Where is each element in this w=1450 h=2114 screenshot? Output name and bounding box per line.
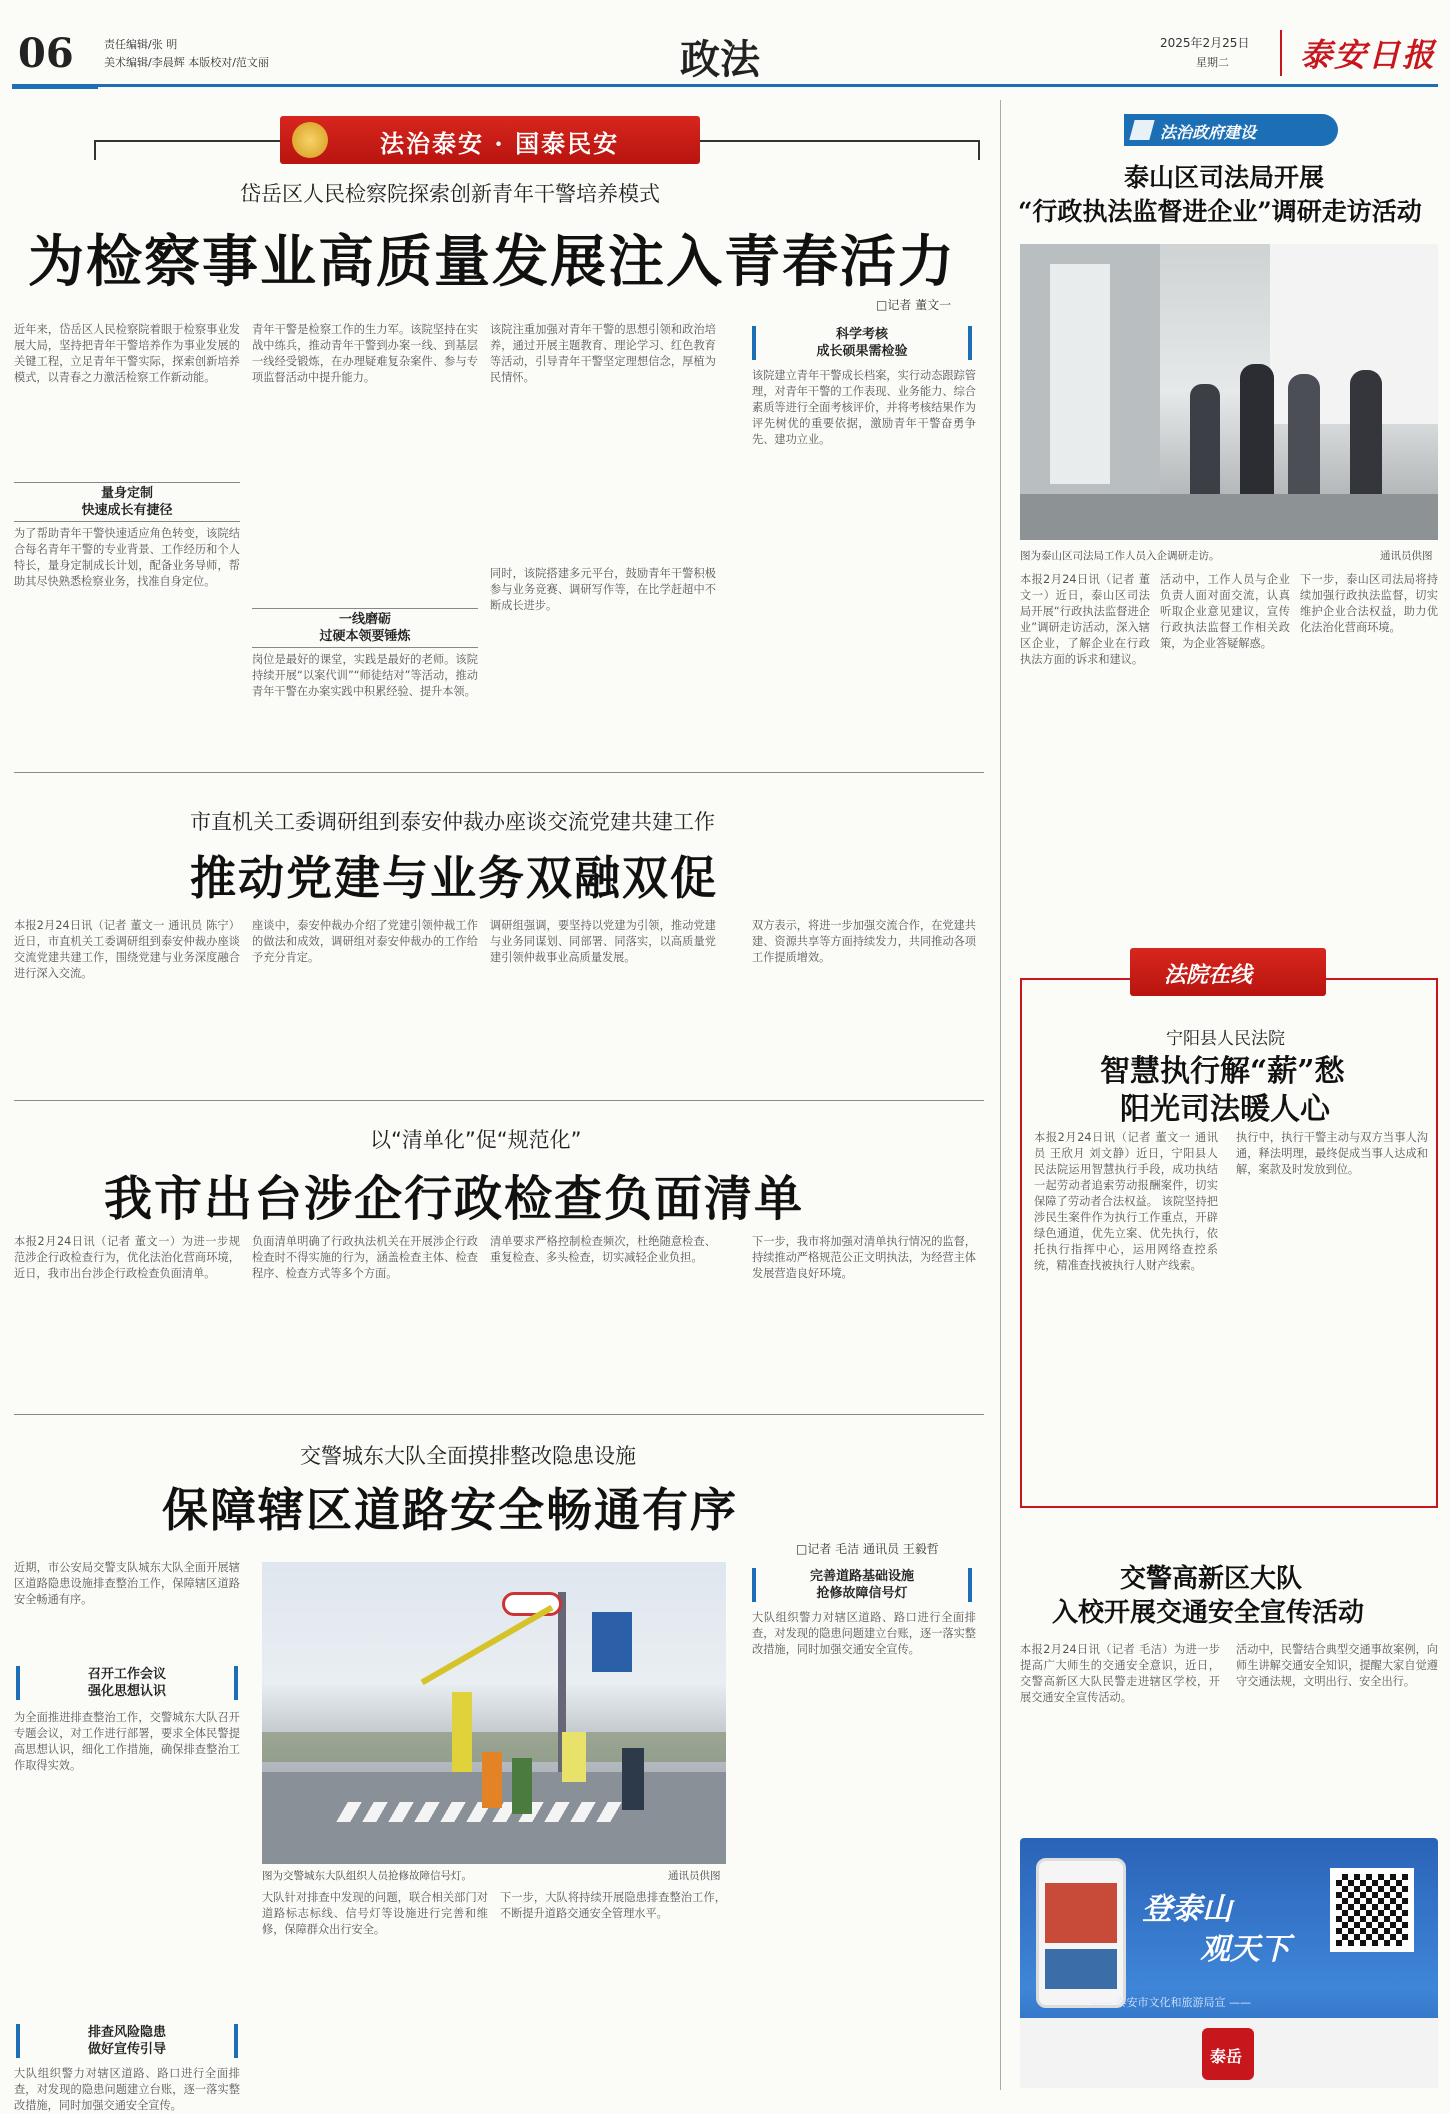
ad-footer-text: 泰岳 [1210,2047,1243,2066]
article-1-col-3b: 同时，该院搭建多元平台，鼓励青年干警积极参与业务竞赛、调研写作等，在比学赶超中不断成长进步。 [490,567,716,612]
issue-weekday: 星期二 [1196,56,1229,69]
court-badge-text: 法院在线 [1164,962,1253,988]
article-4-col-2: 大队针对排查中发现的问题，联合相关部门对道路标志标线、信号灯等设施进行完善和维修，保障群众出行安全。 [262,1891,488,1936]
government-banner [1124,114,1338,146]
judicial-photo-caption: 图为泰山区司法局工作人员入企调研走访。 [1020,550,1220,562]
article-3-col-1: 本报2月24日讯（记者 董文一）为进一步规范涉企行政检查行为，优化法治化营商环境，近日，我市出台涉企行政检查负面清单。 [14,1235,240,1280]
article-7-title-line-1: 交警高新区大队 [1120,1564,1303,1594]
article-3-title: 我市出台涉企行政检查负面清单 [104,1171,805,1227]
article-1-subhead-3: 科学考核 成长硕果需检验 [752,326,972,360]
article-4-subhead-3: 完善道路基础设施 抢修故障信号灯 [752,1568,972,1602]
emblem-icon [292,122,328,158]
article-1-kicker: 岱岳区人民检察院探索创新青年干警培养模式 [240,182,660,206]
government-banner-text: 法治政府建设 [1160,123,1257,142]
article-5-col-1: 本报2月24日讯（记者 董文一）近日，泰山区司法局开展“行政执法监督进企业”调研走访活动，深入辖区企业，了解企业在行政执法方面的诉求和建议。 [1020,573,1150,666]
ad-slogan-2: 观天下 [1200,1932,1290,1967]
article-1-col-1: 近年来，岱岳区人民检察院着眼于检察事业发展大局，坚持把青年干警培养作为事业发展的关键工程，立足青年干警实际，探索创新培养模式，以青春之力激活检察工作新动能。 [14,323,240,384]
tourism-ad [1020,1838,1438,2088]
article-1-byline: □记者 董文一 [876,298,952,312]
article-4-col-3: 下一步，大队将持续开展隐患排查整治工作，不断提升道路交通安全管理水平。 [500,1891,726,1920]
article-6-col-1: 本报2月24日讯（记者 董文一 通讯员 王欣月 刘文静）近日，宁阳县人民法院运用智慧执行手段，成功执结一起劳动者追索劳动报酬案件，切实保障了劳动者合法权益。 该院坚持把涉民生案件作为执行工作重点，开辟绿色通道，优先立案、优先执行，依托执行指挥中心，运用网络查控系统，精准查找被执行人财产线索。 [1034,1131,1218,1272]
article-5-title-line-1: 泰山区司法局开展 [1124,163,1325,192]
traffic-repair-photo [262,1562,726,1864]
article-6-title-line-2: 阳光司法暖人心 [1120,1092,1330,1127]
article-5-col-3: 下一步，泰山区司法局将持续加强行政执法监督，切实维护企业合法权益，助力优化法治化营商环境。 [1300,573,1438,634]
article-4-subhead-2: 排查风险隐患 做好宣传引导 [16,2024,238,2058]
article-6-col-2: 执行中，执行干警主动与双方当事人沟通，释法明理，最终促成当事人达成和解，案款及时发放到位。 [1236,1131,1428,1176]
article-4-title: 保障辖区道路安全畅通有序 [162,1483,738,1537]
article-3-col-2: 负面清单明确了行政执法机关在开展涉企行政检查时不得实施的行为，涵盖检查主体、检查程序、检查方式等多个方面。 [252,1235,478,1280]
issue-date: 2025年2月25日 [1160,36,1250,50]
article-3-col-3: 清单要求严格控制检查频次，杜绝随意检查、重复检查、多头检查，切实减轻企业负担。 [490,1235,716,1264]
article-4-subhead-1: 召开工作会议 强化思想认识 [16,1666,238,1700]
article-5-title-line-2: “行政执法监督进企业”调研走访活动 [1018,197,1422,226]
article-1-col-2b: 岗位是最好的课堂，实践是最好的老师。该院持续开展“以案代训”“师徒结对”等活动，推动青年干警在办案实践中积累经验、提升本领。 [252,653,478,698]
ad-footer-badge [1202,2028,1254,2080]
traffic-photo-credit: 通讯员供图 [668,1870,721,1882]
article-6-title-line-1: 智慧执行解“薪”愁 [1100,1054,1345,1089]
article-1-col-2: 青年干警是检察工作的生力军。该院坚持在实战中练兵，推动青年干警到办案一线、到基层一线经受锻炼，在办理疑难复杂案件、参与专项监督活动中提升能力。 [252,323,478,384]
article-4-col-1: 近期，市公安局交警支队城东大队全面开展辖区道路隐患设施排查整治工作，保障辖区道路安全畅通有序。 [14,1561,240,1606]
article-4-byline: □记者 毛洁 通讯员 王毅哲 [796,1542,939,1556]
article-7-col-1: 本报2月24日讯（记者 毛洁）为进一步提高广大师生的交通安全意识，近日，交警高新区大队民警走进辖区学校，开展交通安全宣传活动。 [1020,1643,1220,1704]
article-7-title-line-2: 入校开展交通安全宣传活动 [1052,1598,1365,1628]
article-6-kicker: 宁阳县人民法院 [1166,1029,1285,1049]
masthead-logo: 泰安日报 [1300,36,1437,74]
article-3-kicker: 以“清单化”促“规范化” [370,1128,582,1152]
section-banner-text: 法治泰安 · 国泰民安 [380,129,620,158]
article-7-col-2: 活动中，民警结合典型交通事故案例，向师生讲解交通安全知识，提醒大家自觉遵守交通法规，文明出行、安全出行。 [1236,1643,1438,1688]
judicial-photo-credit: 通讯员供图 [1380,550,1433,562]
qr-code-icon [1330,1868,1414,1952]
article-2-col-4: 双方表示，将进一步加强交流合作，在党建共建、资源共享等方面持续发力，共同推动各项工作提质增效。 [752,919,976,964]
judicial-visit-photo [1020,244,1438,540]
traffic-photo-caption: 图为交警城东大队组织人员抢修故障信号灯。 [262,1870,472,1882]
editors-line-2: 美术编辑/李晨辉 本版校对/范文丽 [104,56,269,69]
article-2-col-1: 本报2月24日讯（记者 董文一 通讯员 陈宁）近日，市直机关工委调研组到泰安仲裁办座谈交流党建共建工作，围绕党建与业务深度融合进行深入交流。 [14,919,240,980]
article-3-col-4: 下一步，我市将加强对清单执行情况的监督，持续推动严格规范公正文明执法，为经营主体发展营造良好环境。 [752,1235,976,1280]
ad-subtitle: —— 泰安市文化和旅游局宣 —— [1090,1996,1251,2009]
article-4-col-1b: 为全面推进排查整治工作，交警城东大队召开专题会议，对工作进行部署，要求全体民警提高思想认识，细化工作措施，确保排查整治工作取得实效。 [14,1711,240,1772]
article-4-kicker: 交警城东大队全面摸排整改隐患设施 [300,1444,636,1468]
article-5-col-2: 活动中，工作人员与企业负责人面对面交流，认真听取企业意见建议，宣传行政执法监督工作相关政策，为企业答疑解惑。 [1160,573,1290,650]
ad-slogan-1: 登泰山 [1142,1892,1232,1927]
section-banner [280,116,700,164]
page-number: 06 [18,30,74,77]
article-2-col-3: 调研组强调，要坚持以党建为引领，推动党建与业务同谋划、同部署、同落实，以高质量党建引领仲裁事业高质量发展。 [490,919,716,964]
editors-line-1: 责任编辑/张 明 [104,38,178,51]
article-4-col-4: 大队组织警力对辖区道路、路口进行全面排查，对发现的隐患问题建立台账，逐一落实整改措施，同时加强交通安全宣传。 [752,1611,976,1656]
article-1-col-4: 该院建立青年干警成长档案，实行动态跟踪管理，对青年干警的工作表现、业务能力、综合素质等进行全面考核评价，并将考核结果作为评先树优的重要依据，激励青年干警奋勇争先、建功立业。 [752,369,976,446]
article-1-title: 为检察事业高质量发展注入青春活力 [28,229,956,295]
article-2-title: 推动党建与业务双融双促 [190,851,718,905]
article-2-kicker: 市直机关工委调研组到泰安仲裁办座谈交流党建共建工作 [190,810,715,834]
phone-icon [1036,1858,1126,2008]
court-badge [1130,948,1326,996]
article-4-col-1c: 大队组织警力对辖区道路、路口进行全面排查，对发现的隐患问题建立台账，逐一落实整改措施，同时加强交通安全宣传。 [14,2067,240,2112]
article-2-col-2: 座谈中，泰安仲裁办介绍了党建引领仲裁工作的做法和成效，调研组对泰安仲裁办的工作给予充分肯定。 [252,919,478,964]
article-1-col-3: 该院注重加强对青年干警的思想引领和政治培养，通过开展主题教育、理论学习、红色教育等活动，引导青年干警坚定理想信念，厚植为民情怀。 [490,323,716,384]
article-1-col-1b: 为了帮助青年干警快速适应角色转变，该院结合每名青年干警的专业背景、工作经历和个人特长，量身定制成长计划，配备业务导师，帮助其尽快熟悉检察业务，找准自身定位。 [14,527,240,588]
article-1-subhead-2: 一线磨砺 过硬本领要锤炼 [252,608,478,648]
flag-icon [1129,120,1154,140]
article-1-subhead-1: 量身定制 快速成长有捷径 [14,482,240,522]
section-title: 政法 [680,36,760,83]
page-header [0,0,1450,92]
